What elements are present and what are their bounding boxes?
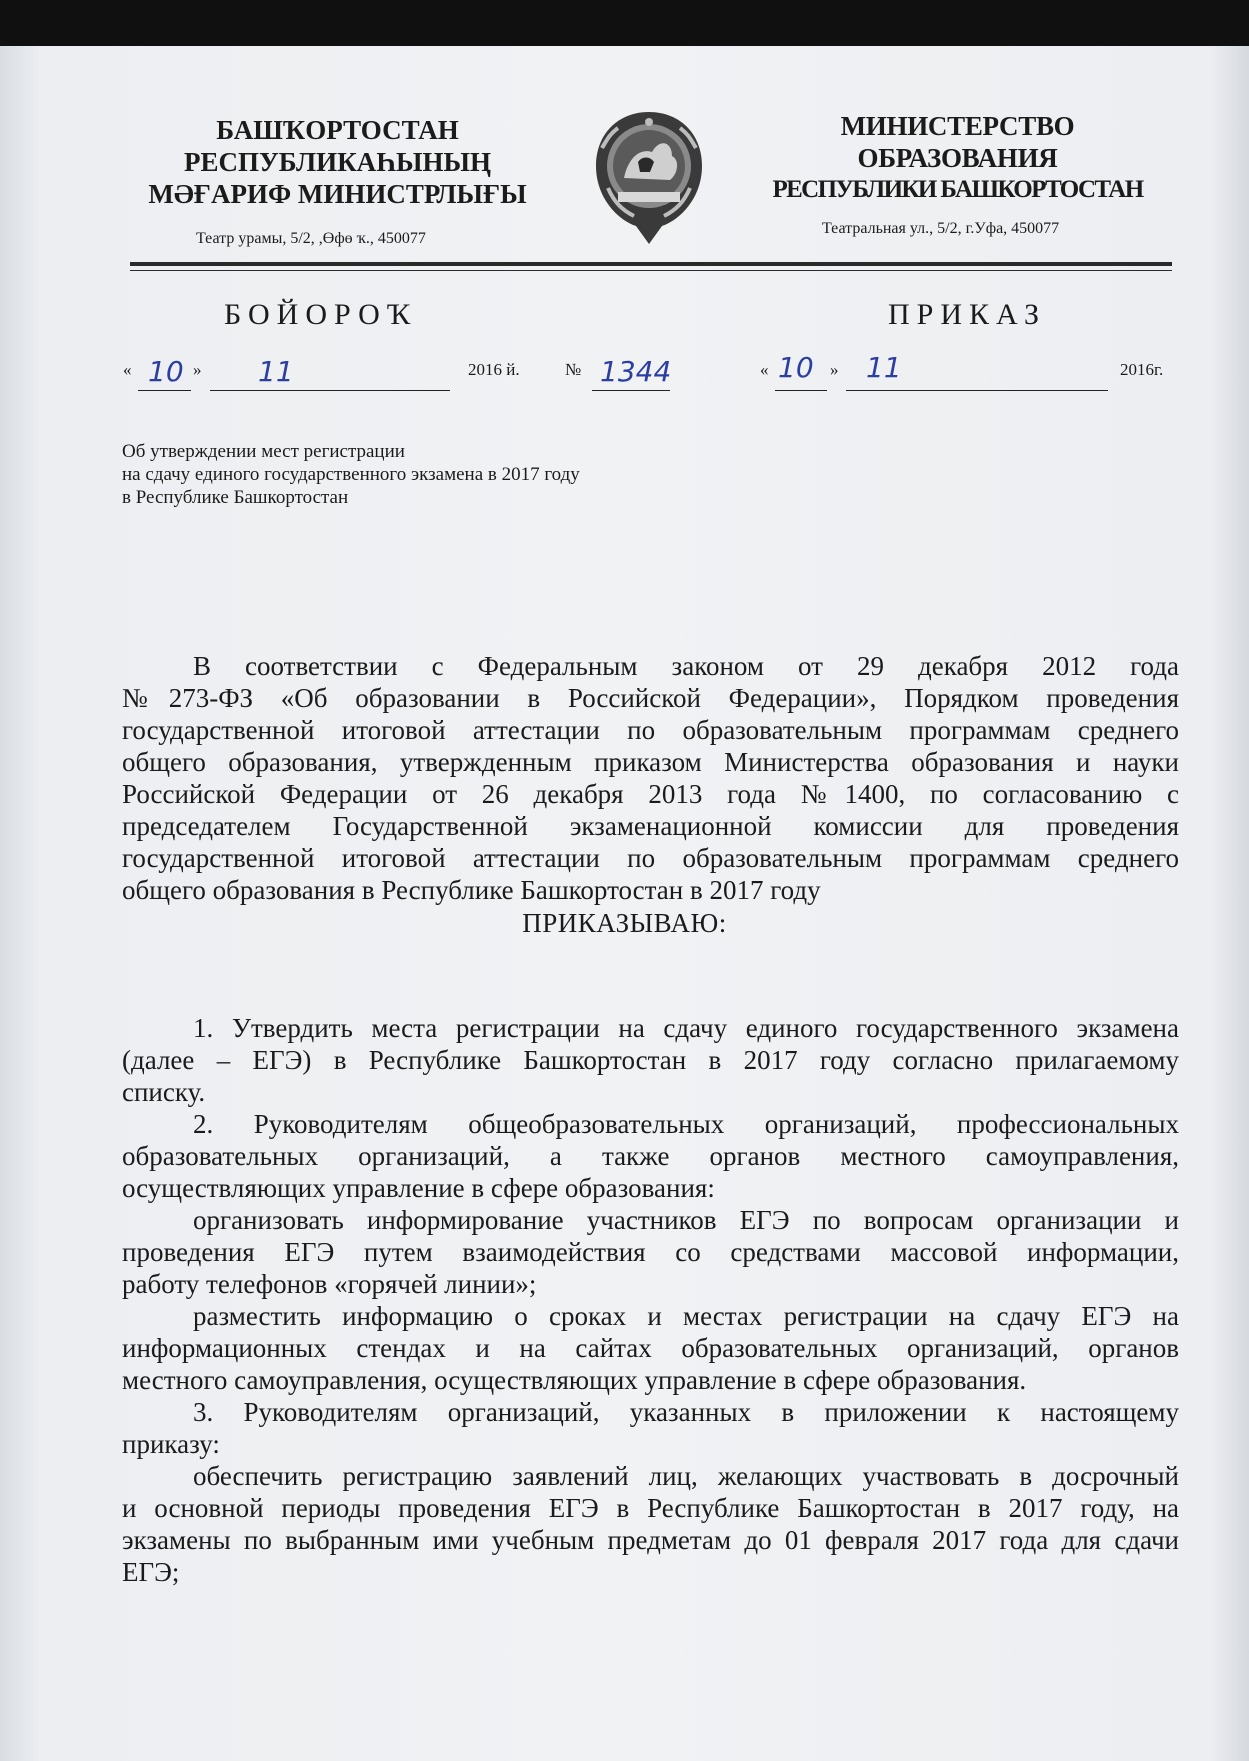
item-line: экзамены по выбранным ими учебным предметам до 01 февраля 2017 года для сдачи: [122, 1525, 1179, 1555]
preamble-line: общего образования, утвержденным приказом Министерства образования и науки: [122, 747, 1179, 777]
preamble-paragraph: [122, 650, 1179, 906]
order-items: [122, 1012, 1179, 1588]
bashkortostan-coat-of-arms-icon: [588, 108, 710, 248]
item-line: ЕГЭ;: [122, 1557, 180, 1587]
header-russian-line-3: РЕСПУБЛИКИ БАШКОРТОСТАН: [772, 176, 1143, 203]
header-divider-thin: [130, 270, 1172, 271]
item-line: разместить информацию о сроках и местах регистрации на сдачу ЕГЭ на: [193, 1301, 1179, 1331]
item-line: проведения ЕГЭ путем взаимодействия со средствами массовой информации,: [122, 1237, 1179, 1267]
item-line: местного самоуправления, осуществляющих управление в сфере образования.: [122, 1365, 1027, 1395]
header-divider-thick: [130, 262, 1172, 266]
preamble-line: №273-ФЗ «Об образовании в Российской Федерации», Порядком проведения: [122, 683, 1179, 713]
item-2-sub-2: [122, 1300, 1179, 1396]
header-russian-line-1: МИНИСТЕРСТВО: [840, 111, 1075, 141]
header-russian-line-2: ОБРАЗОВАНИЯ: [857, 143, 1058, 173]
date-left-quote-open: «: [123, 360, 132, 379]
date-right-month: 11: [866, 351, 902, 384]
item-3-sub-1: [122, 1460, 1179, 1588]
item-2: [122, 1108, 1179, 1204]
preamble-line: государственной итоговой аттестации по образовательным программам среднего: [122, 843, 1179, 873]
preamble-line: общего образования в Республике Башкортостан в 2017 году: [122, 875, 821, 905]
decree-word: ПРИКАЗЫВАЮ:: [522, 908, 727, 938]
item-1: [122, 1012, 1179, 1108]
item-line: и основной периоды проведения ЕГЭ в Республике Башкортостан в 2017 году, на: [122, 1493, 1179, 1523]
item-3: [122, 1396, 1179, 1460]
preamble-line: Российской Федерации от 26 декабря 2013 года №1400, по согласованию с: [122, 779, 1179, 809]
header-bashkir-line-3: МӘҒАРИФ МИНИСТРЛЫҒЫ: [148, 179, 527, 209]
subject-line: Об утверждении мест регистрации: [122, 441, 405, 462]
order-number: 1344: [600, 355, 672, 388]
item-line: приказу:: [122, 1429, 220, 1459]
preamble-line: В соответствии с Федеральным законом от 29 декабря 2012 года: [193, 651, 1179, 681]
item-line: организовать информирование участников ЕГЭ по вопросам организации и: [193, 1205, 1179, 1235]
item-line: (далее – ЕГЭ) в Республике Башкортостан в 2017 году согласно прилагаемому: [122, 1045, 1179, 1075]
header-bashkir: [140, 114, 535, 210]
date-right-year: 2016г.: [1120, 360, 1164, 379]
item-2-sub-1: [122, 1204, 1179, 1300]
date-left-quote-close: »: [193, 360, 202, 379]
address-bashkir: Театр урамы, 5/2, ,Өфө ҡ., 450077: [196, 230, 426, 247]
order-subject: [122, 440, 722, 509]
date-left-month-line: [210, 364, 450, 391]
header-bashkir-line-1: БАШҠОРТОСТАН: [216, 115, 459, 145]
order-number-sign: №: [565, 360, 582, 379]
order-title-russian: ПРИКАЗ: [888, 298, 1046, 331]
date-right-quote-open: «: [760, 360, 769, 379]
item-line: 1. Утвердить места регистрации на сдачу единого государственного экзамена: [193, 1013, 1179, 1043]
item-line: информационных стендах и на сайтах образовательных организаций, органов: [122, 1333, 1179, 1363]
date-right-day: 10: [778, 351, 814, 384]
header-russian: [745, 110, 1170, 206]
item-line: 3. Руководителям организаций, указанных в приложении к настоящему: [193, 1397, 1179, 1427]
address-russian: Театральная ул., 5/2, г.Уфа, 450077: [822, 220, 1060, 237]
item-line: осуществляющих управление в сфере образования:: [122, 1173, 715, 1203]
preamble-line: государственной итоговой аттестации по образовательным программам среднего: [122, 715, 1179, 745]
order-title-bashkir: БОЙОРОҠ: [224, 298, 418, 331]
scan-top-border: [0, 0, 1249, 46]
item-line: обеспечить регистрацию заявлений лиц, желающих участвовать в досрочный: [193, 1461, 1179, 1491]
item-line: работу телефонов «горячей линии»;: [122, 1269, 537, 1299]
subject-line: на сдачу единого государственного экзамена в 2017 году: [122, 464, 580, 485]
subject-line: в Республике Башкортостан: [122, 487, 349, 508]
date-left-day: 10: [148, 355, 184, 388]
preamble-line: председателем Государственной экзаменационной комиссии для проведения: [122, 811, 1179, 841]
item-line: образовательных организаций, а также органов местного самоуправления,: [122, 1141, 1179, 1171]
header-bashkir-line-2: РЕСПУБЛИКАҺЫНЫҢ: [183, 147, 492, 177]
date-left-year: 2016 й.: [468, 360, 520, 379]
date-left-month: 11: [258, 355, 294, 388]
item-line: 2. Руководителям общеобразовательных организаций, профессиональных: [193, 1109, 1179, 1139]
item-line: списку.: [122, 1077, 206, 1107]
date-right-quote-close: »: [830, 360, 839, 379]
